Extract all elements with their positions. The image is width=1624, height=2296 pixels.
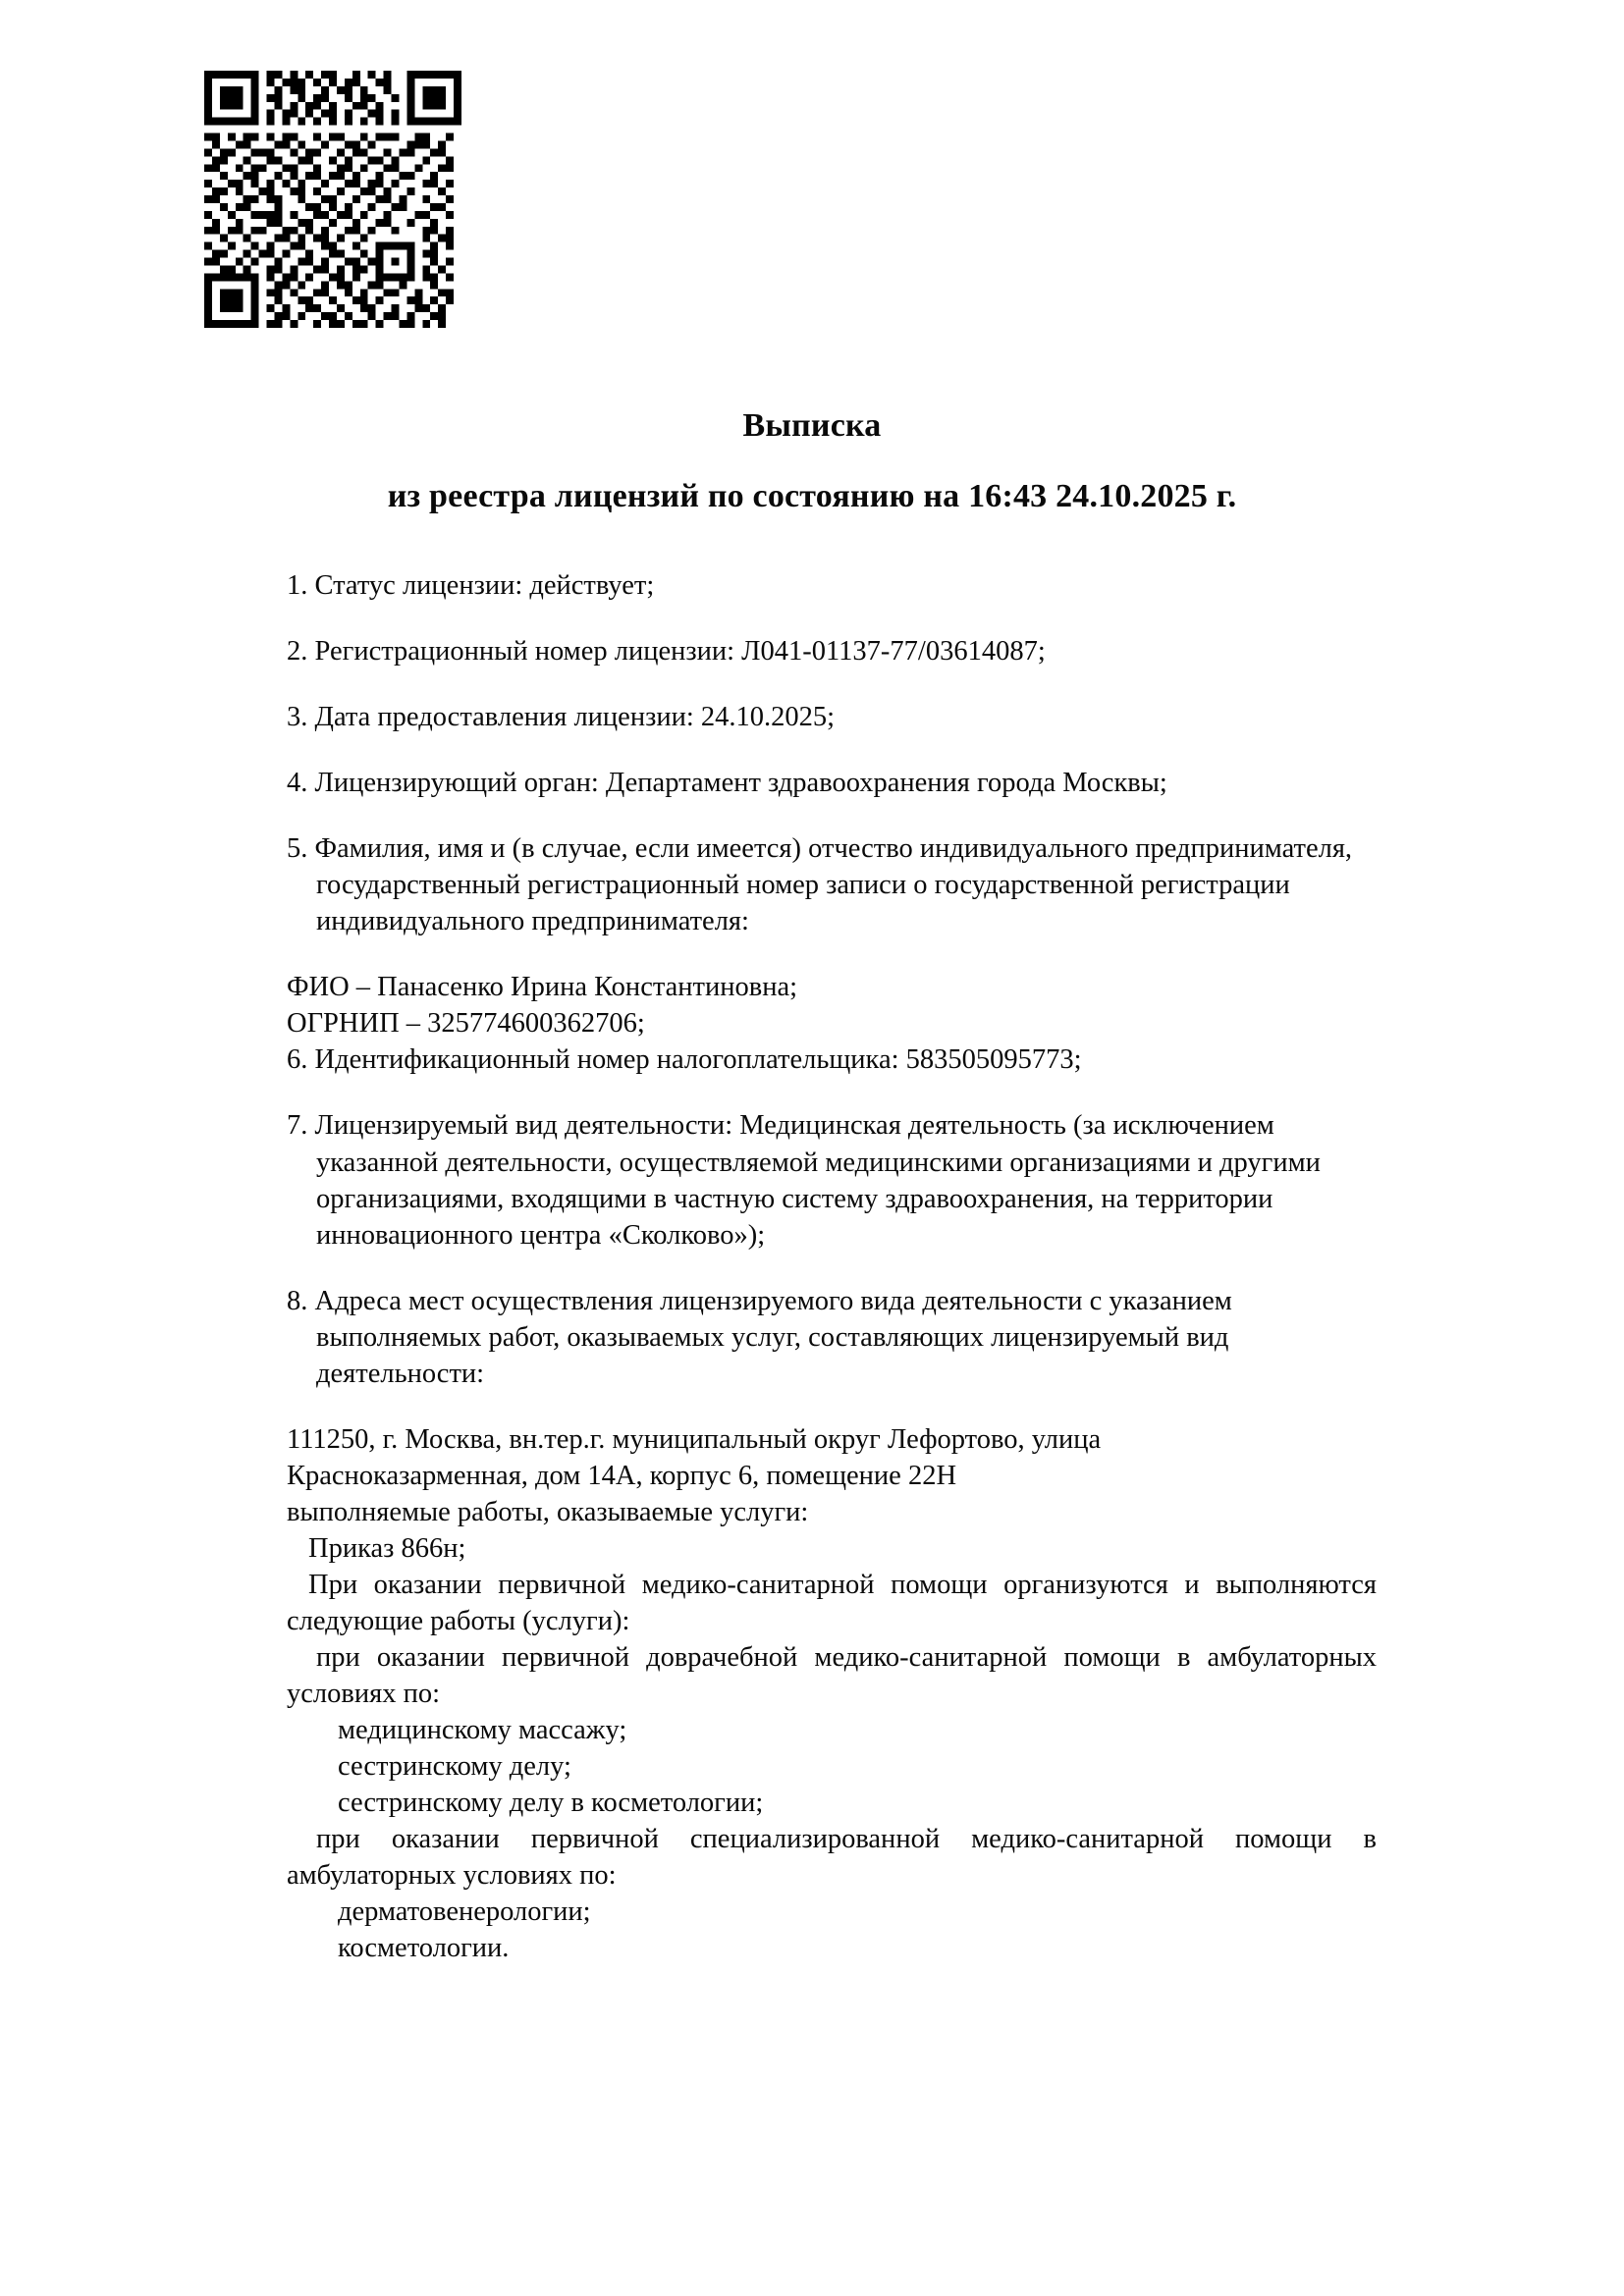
- clause-8: 8. Адреса мест осуществления лицензируемого вида деятельности с указанием выполняемых работ, оказываемых услуг, составляющих лицензируемый вид деятельности:: [287, 1285, 1232, 1389]
- clause-4: 4. Лицензирующий орган: Департамент здравоохранения города Москвы;: [287, 768, 1167, 799]
- service-item: при оказании первичной доврачебной медико-санитарной помощи в амбулаторных условиях по:: [287, 1642, 1377, 1710]
- service-item: при оказании первичной специализированной медико-санитарной помощи в амбулаторных условиях по:: [287, 1824, 1377, 1892]
- qr-code: [204, 71, 461, 328]
- clause-6: 6. Идентификационный номер налогоплательщика: 583505095773;: [287, 1044, 1082, 1076]
- fio-line: ФИО – Панасенко Ирина Константиновна;: [287, 972, 798, 1003]
- entrepreneur-details: [287, 969, 1377, 1078]
- page-subtitle: из реестра лицензий по состоянию на 16:43 24.10.2025 г.: [387, 478, 1237, 514]
- clause-1: 1. Статус лицензии: действует;: [287, 570, 655, 601]
- service-item: дерматовенерологии;: [338, 1896, 591, 1928]
- clause-3: 3. Дата предоставления лицензии: 24.10.2025;: [287, 702, 836, 733]
- works-header: выполняемые работы, оказываемые услуги:: [287, 1496, 809, 1527]
- services-list: [287, 1530, 1377, 1967]
- address-line-2: Красноказарменная, дом 14А, корпус 6, помещение 22Н: [287, 1460, 957, 1491]
- document-body: [287, 567, 1377, 1967]
- service-item: При оказании первичной медико-санитарной помощи организуются и выполняются следующие работы (услуги):: [287, 1569, 1377, 1637]
- service-item: Приказ 866н;: [308, 1532, 466, 1564]
- service-item: сестринскому делу в косметологии;: [338, 1788, 764, 1819]
- clause-7: 7. Лицензируемый вид деятельности: Медицинская деятельность (за исключением указанной деятельности, осуществляемой медицинскими организациями и другими организациями, входящими в частную систему здравоохранения, на территории инновационного центра «Сколково»);: [287, 1110, 1321, 1251]
- address-block: [287, 1421, 1377, 1530]
- service-item: косметологии.: [338, 1933, 510, 1964]
- page-title: Выписка: [742, 407, 882, 444]
- address-line-1: 111250, г. Москва, вн.тер.г. муниципальный округ Лефортово, улица: [287, 1423, 1102, 1455]
- clause-5: 5. Фамилия, имя и (в случае, если имеется) отчество индивидуального предпринимателя, государственный регистрационный номер записи о государственной регистрации индивидуального предпринимателя:: [287, 833, 1353, 937]
- ogrnip-line: ОГРНИП – 325774600362706;: [287, 1008, 645, 1040]
- service-item: сестринскому делу;: [338, 1751, 571, 1783]
- clause-2: 2. Регистрационный номер лицензии: Л041-01137-77/03614087;: [287, 636, 1046, 667]
- service-item: медицинскому массажу;: [338, 1715, 627, 1746]
- qr-code-graphic: [204, 71, 461, 328]
